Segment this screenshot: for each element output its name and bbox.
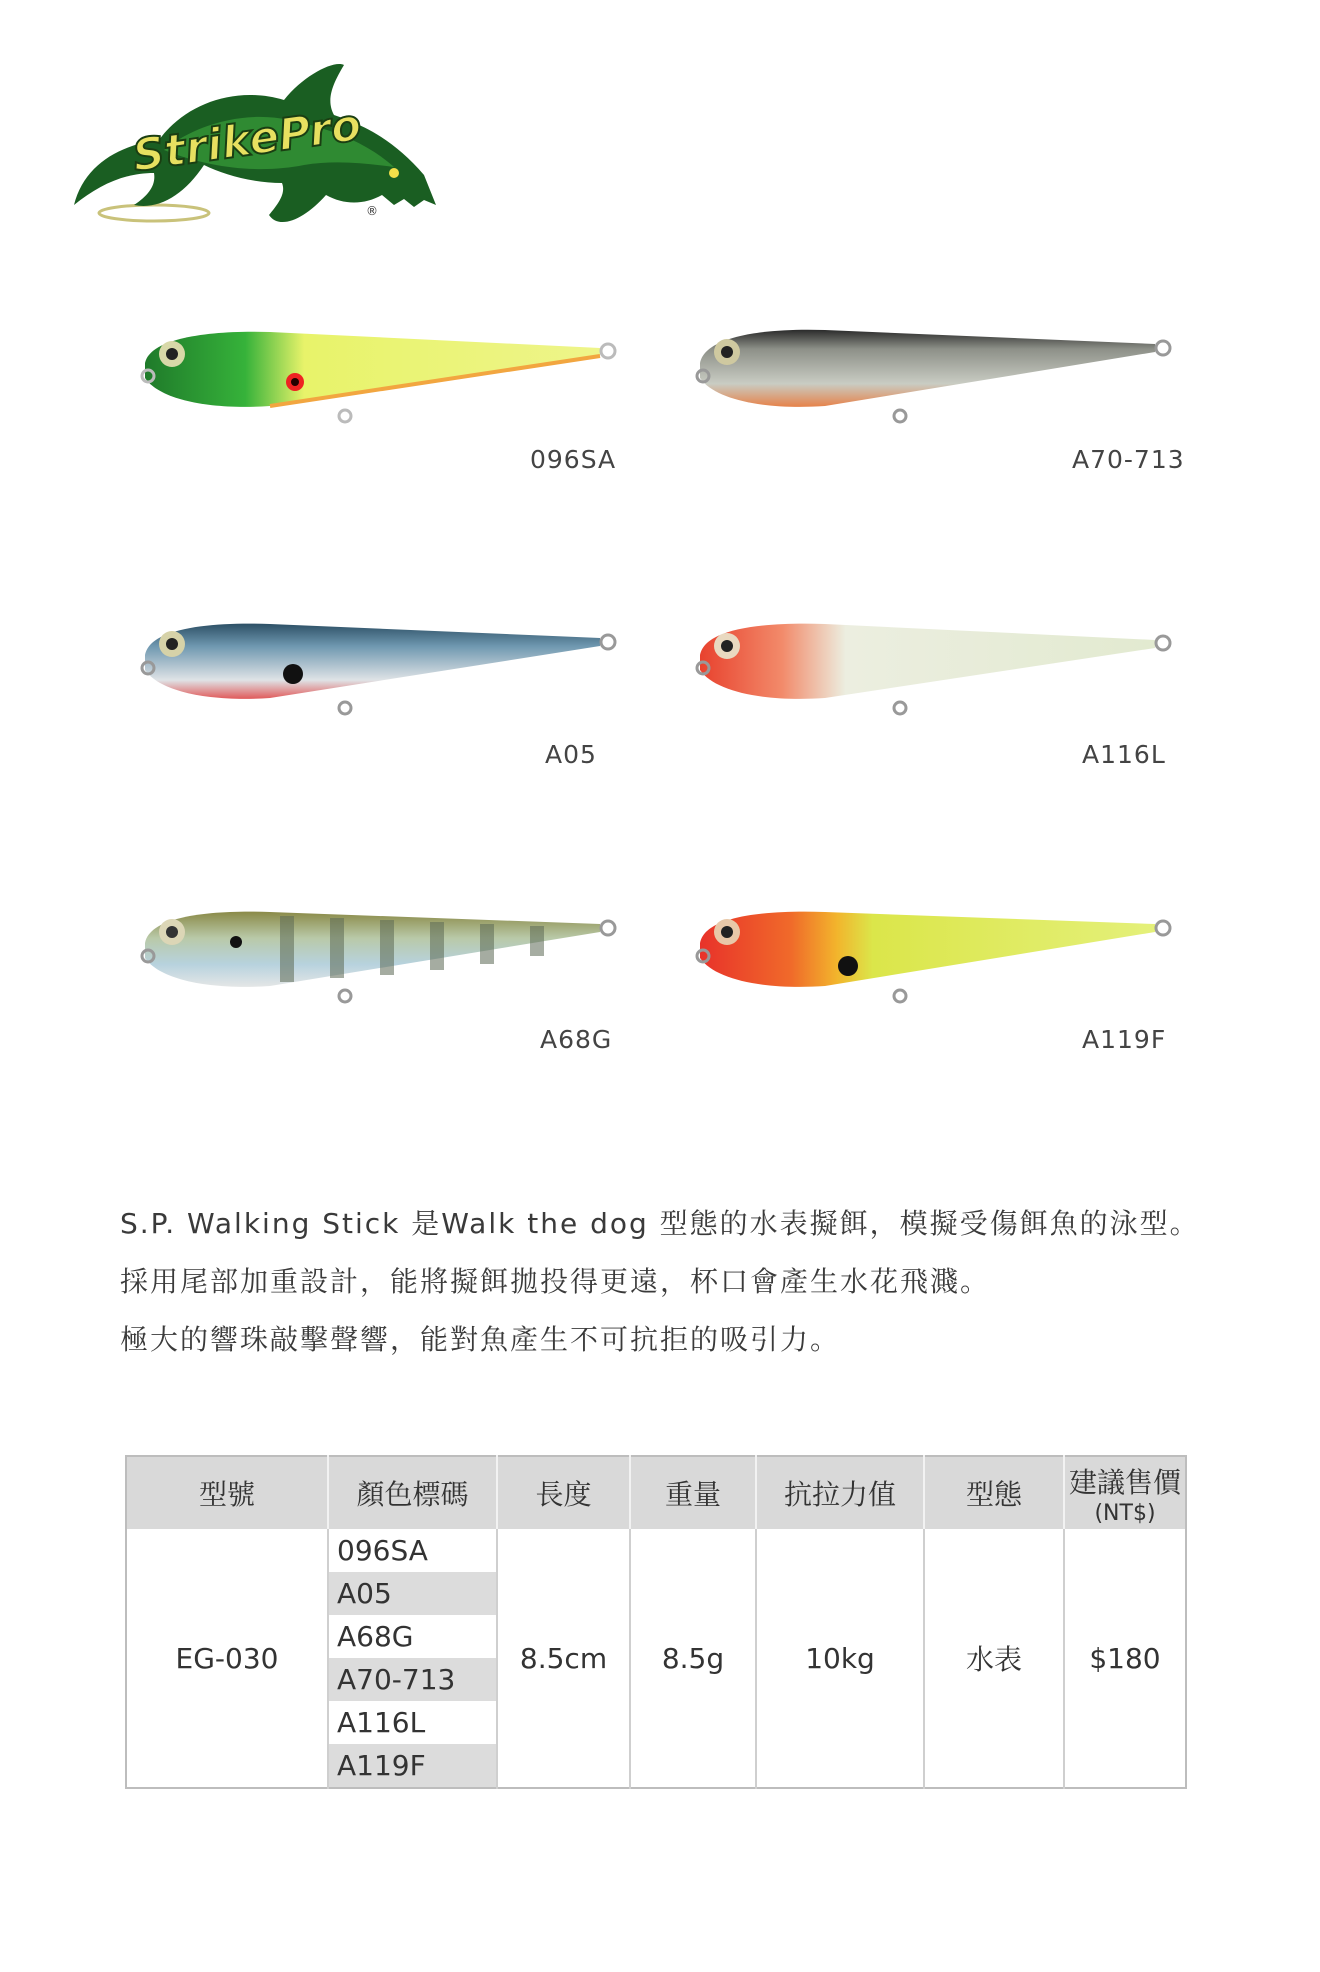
lure-code: A68G (540, 1025, 613, 1054)
header-price-label: 建議售價 (1068, 1465, 1181, 1499)
header-type: 型態 (924, 1456, 1064, 1529)
lure-image-096sa (130, 318, 630, 428)
strikepro-logo (64, 55, 444, 235)
color-code-item: 096SA (337, 1534, 428, 1567)
lure-code: A119F (1082, 1025, 1167, 1054)
cell-colors (328, 1529, 497, 1788)
lure-code: A116L (1082, 740, 1166, 769)
cell-price: $180 (1089, 1641, 1161, 1675)
description-line: 極大的響珠敲擊聲響，能對魚產生不可抗拒的吸引力。 (120, 1323, 841, 1356)
lure-image-a70-713 (685, 318, 1185, 428)
lure-image-a05 (130, 610, 630, 720)
header-tensile: 抗拉力值 (756, 1456, 924, 1529)
header-length: 長度 (497, 1456, 630, 1529)
cell-type: 水表 (924, 1529, 1064, 1788)
cell-length: 8.5cm (497, 1529, 630, 1788)
product-description (120, 1195, 1240, 1369)
registered-mark: ® (366, 204, 378, 218)
header-color-code: 顏色標碼 (328, 1456, 497, 1529)
header-price-unit: (NT$) (1094, 1500, 1156, 1526)
lure-image-a116l (685, 610, 1185, 720)
lure-code: A70-713 (1072, 445, 1185, 474)
color-code-item: A05 (329, 1572, 496, 1615)
color-code-item: A70-713 (329, 1658, 496, 1701)
lure-image-a68g (130, 898, 630, 1008)
logo-text: StrikePro (129, 99, 365, 182)
color-code-item: A119F (329, 1744, 496, 1787)
cell-tensile: 10kg (756, 1529, 924, 1788)
header-price (1064, 1456, 1186, 1529)
lure-code: 096SA (530, 445, 617, 474)
table-header-row (126, 1456, 1186, 1529)
lure-code: A05 (545, 740, 597, 769)
table-row (126, 1529, 1186, 1788)
color-code-item: A116L (337, 1706, 426, 1739)
spec-table (125, 1455, 1187, 1789)
cell-model: EG-030 (126, 1529, 328, 1788)
lure-image-a119f (685, 898, 1185, 1008)
header-model: 型號 (126, 1456, 328, 1529)
color-code-item: A68G (337, 1620, 414, 1653)
cell-weight: 8.5g (630, 1529, 756, 1788)
description-line: 採用尾部加重設計，能將擬餌拋投得更遠，杯口會產生水花飛濺。 (120, 1265, 991, 1298)
header-weight: 重量 (630, 1456, 756, 1529)
description-line: S.P. Walking Stick 是Walk the dog 型態的水表擬餌，模擬受傷餌魚的泳型。 (120, 1207, 1200, 1240)
